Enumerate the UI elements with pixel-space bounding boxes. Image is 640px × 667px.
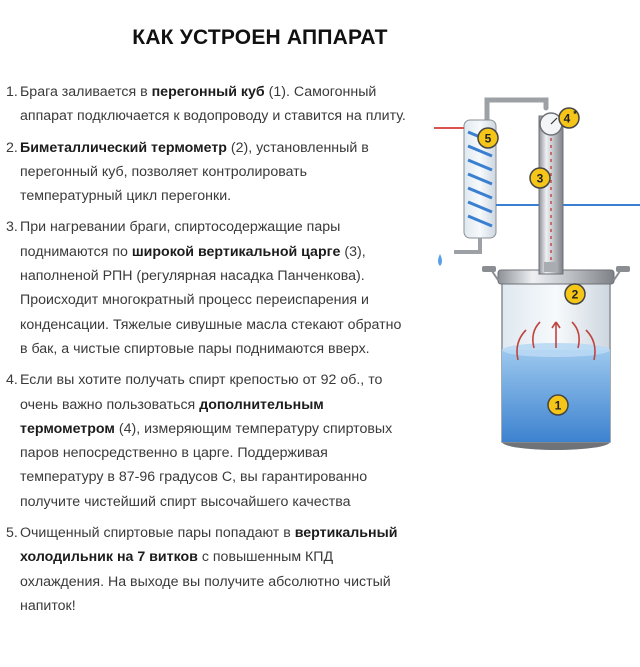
- badge-3: [530, 168, 550, 188]
- badge-4-asterisk: *: [573, 109, 577, 119]
- item-text: (3), наполненой РПН (регулярная насадка Панченкова). Происходит многократный процесс переиспарения и конденсации. Тяжелые сивушные масла стекают обратно в бак, а чистые спиртовые пары поднимаются вверх.: [20, 243, 402, 357]
- item-text: с повышенным КПД охлаждения. На выходе вы получите абсолютно чистый напиток!: [20, 549, 391, 614]
- item-number: 4.: [6, 372, 18, 389]
- distiller-diagram: [422, 80, 640, 480]
- item-number: 5.: [6, 525, 18, 542]
- item-bold: широкой вертикальной царге: [131, 243, 341, 260]
- left-handle: [482, 266, 496, 272]
- item-number: 2.: [6, 139, 18, 156]
- badge-4: [559, 108, 579, 128]
- item-number: 1.: [6, 84, 18, 100]
- item-text: При нагревании браги, спиртосодержащие пары поднимаются по: [20, 219, 341, 260]
- badge-2: [565, 284, 585, 304]
- item-number: 3.: [6, 219, 18, 236]
- drop: [438, 254, 442, 266]
- item-bold: дополнительным термометром: [20, 396, 324, 437]
- badge-5-label: 5: [484, 131, 492, 146]
- item-text: Если вы хотите получать спирт крепостью от 92 об., то очень важно пользоваться: [20, 372, 383, 413]
- item-text: (1). Самогонный аппарат подключается к водопроводу и ставится на плиту.: [20, 84, 406, 125]
- outlet-pipe: [454, 238, 480, 252]
- list-item: [6, 136, 406, 209]
- page-title: КАК УСТРОЕН АППАРАТ: [132, 26, 388, 49]
- vapor-pipe: [487, 100, 546, 120]
- badge-5: [478, 128, 498, 148]
- item-bold: Биметаллический термометр: [20, 139, 227, 156]
- item-bold: вертикальный холодильник на 7 витков: [20, 525, 398, 566]
- tank: [482, 266, 630, 450]
- condenser: [434, 120, 640, 266]
- item-text: Брага заливается в: [20, 84, 152, 100]
- steps-list: [6, 80, 406, 625]
- item-bold: перегонный куб: [151, 84, 265, 100]
- item-text: (4), измеряющим температуру спиртовых паров непосредственно в царге. Поддерживая температуру в 87-96 градусов С, вы гарантированно получите чистейший спирт высочайшего качества: [20, 420, 393, 510]
- list-item: [6, 215, 406, 361]
- list-item: [6, 80, 406, 129]
- list-item: [6, 368, 406, 514]
- item-text: Очищенный спиртовые пары попадают в: [20, 525, 295, 542]
- badge-1: [548, 395, 568, 415]
- item-text: (2), установленный в перегонный куб, позволяет контролировать температурный цикл перегонки.: [20, 139, 369, 205]
- badge-3-label: 3: [536, 171, 544, 186]
- list-item: [6, 521, 406, 618]
- badge-1-label: 1: [554, 398, 562, 413]
- badge-2-label: 2: [571, 287, 579, 302]
- badge-4-label: 4: [563, 111, 571, 126]
- column: [484, 100, 563, 274]
- right-handle: [616, 266, 630, 272]
